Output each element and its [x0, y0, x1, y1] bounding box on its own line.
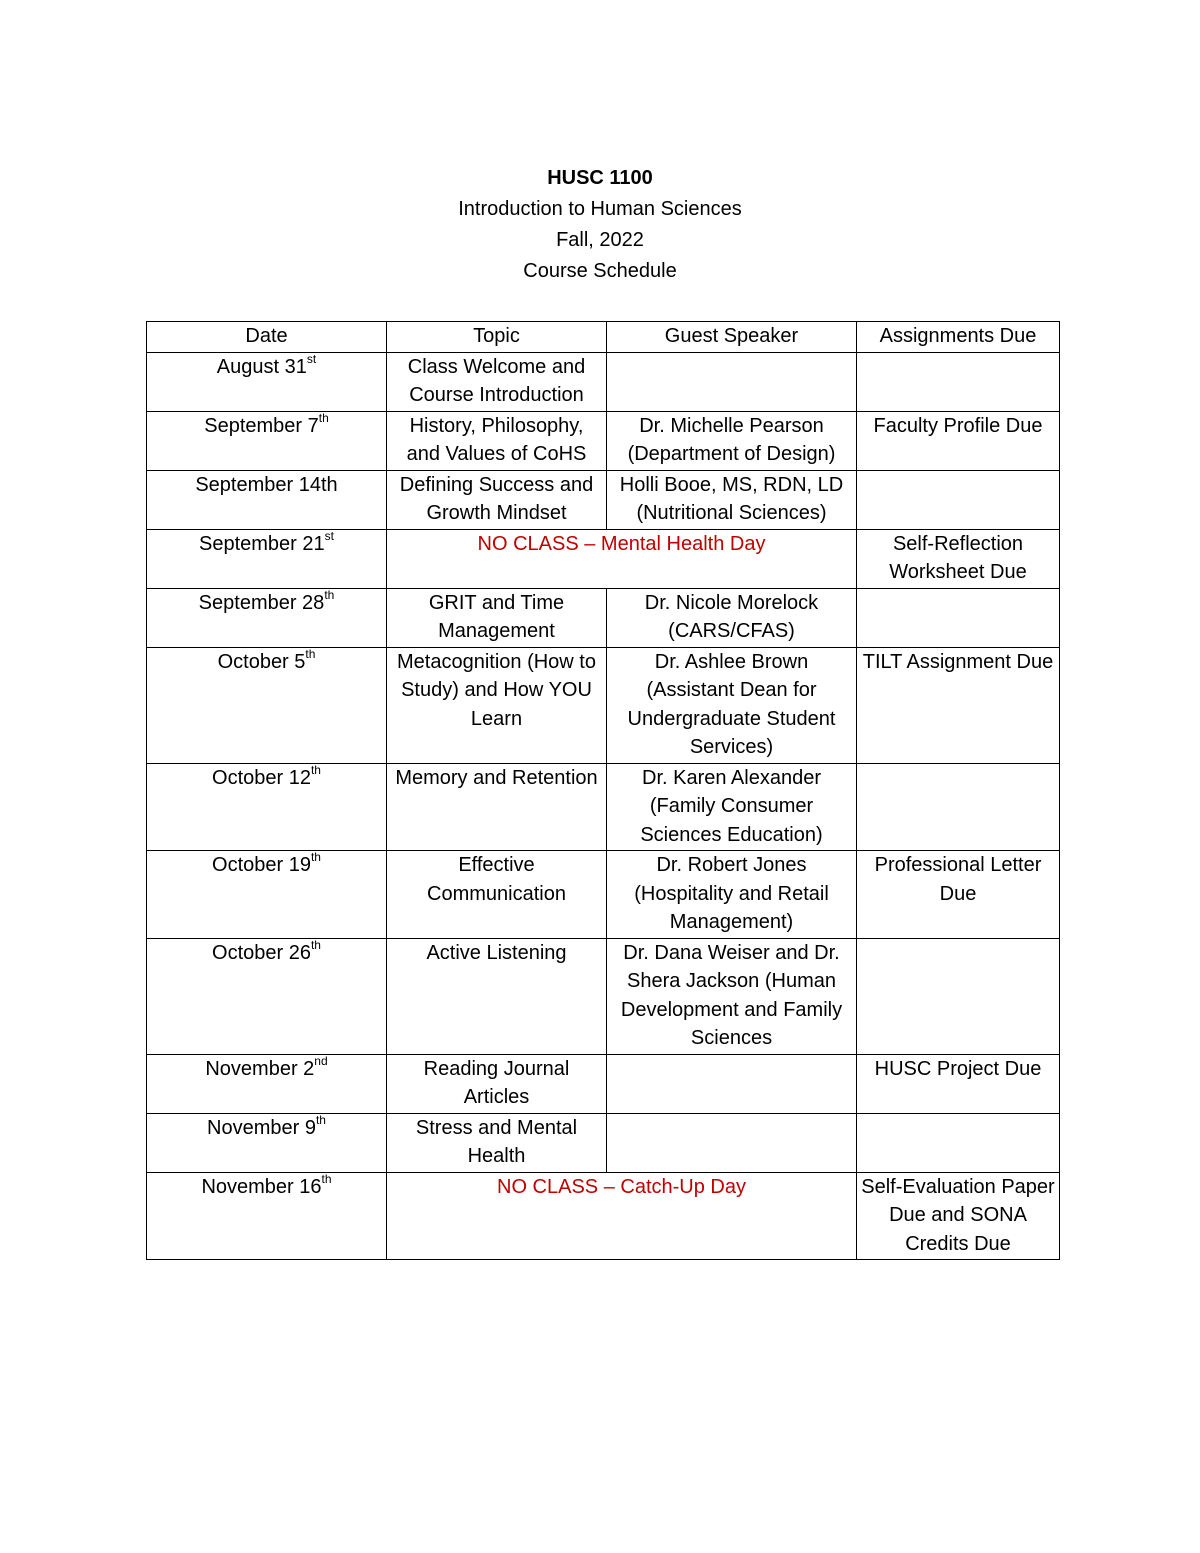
table-row: [147, 470, 1060, 529]
due-cell: TILT Assignment Due: [857, 647, 1060, 763]
date-cell: [147, 1113, 387, 1172]
topic-cell: Stress and Mental Health: [387, 1113, 607, 1172]
table-row: [147, 851, 1060, 939]
speaker-cell: Dr. Dana Weiser and Dr. Shera Jackson (Human Development and Family Sciences: [607, 938, 857, 1054]
schedule-table: [146, 321, 1060, 1260]
date-suffix: nd: [314, 1054, 328, 1068]
table-row: [147, 647, 1060, 763]
date-text: October 26: [212, 941, 311, 964]
date-text: September 28: [198, 591, 325, 614]
due-cell: [857, 470, 1060, 529]
date-cell: [147, 1054, 387, 1113]
due-cell: HUSC Project Due: [857, 1054, 1060, 1113]
speaker-cell: Dr. Karen Alexander (Family Consumer Sciences Education): [607, 763, 857, 851]
due-cell: [857, 588, 1060, 647]
date-text: November 9: [207, 1116, 316, 1139]
date-cell: [147, 529, 387, 588]
date-suffix: th: [310, 850, 321, 865]
term: Fall, 2022: [556, 229, 644, 251]
date-suffix: st: [306, 352, 317, 366]
date-cell: [147, 411, 387, 470]
speaker-cell: [607, 1054, 857, 1113]
date-suffix: th: [310, 938, 321, 952]
topic-cell: Defining Success and Growth Mindset: [387, 470, 607, 529]
speaker-cell: Dr. Michelle Pearson (Department of Design): [607, 411, 857, 470]
table-row: [147, 1054, 1060, 1113]
date-cell: [147, 851, 387, 939]
no-class-notice: NO CLASS – Catch-Up Day: [387, 1172, 857, 1260]
date-cell: [147, 938, 387, 1054]
due-cell: Faculty Profile Due: [857, 411, 1060, 470]
date-text: October 19: [212, 854, 311, 876]
table-row: [147, 352, 1060, 411]
speaker-cell: Holli Booe, MS, RDN, LD (Nutritional Sciences): [607, 470, 857, 529]
column-header-topic: Topic: [387, 322, 607, 353]
date-suffix: th: [305, 647, 316, 661]
date-suffix: th: [318, 411, 329, 425]
date-cell: [147, 352, 387, 411]
document-header: [0, 163, 1200, 287]
table-row: [147, 938, 1060, 1054]
date-cell: [147, 763, 387, 851]
course-code: HUSC 1100: [547, 167, 653, 189]
date-suffix: st: [324, 529, 334, 543]
course-title: Introduction to Human Sciences: [458, 198, 742, 220]
table-header-row: [147, 322, 1060, 353]
due-cell: Self-Evaluation Paper Due and SONA Credits Due: [857, 1172, 1060, 1260]
date-cell: [147, 1172, 387, 1260]
date-text: September 14th: [195, 473, 338, 496]
topic-cell: Effective Communication: [387, 851, 607, 939]
topic-cell: Memory and Retention: [387, 763, 607, 851]
due-cell: Self-Reflection Worksheet Due: [857, 529, 1060, 588]
due-cell: [857, 352, 1060, 411]
date-suffix: th: [324, 588, 335, 602]
speaker-cell: Dr. Ashlee Brown (Assistant Dean for Undergraduate Student Services): [607, 647, 857, 763]
table-row: [147, 763, 1060, 851]
table-row: [147, 1113, 1060, 1172]
speaker-cell: [607, 1113, 857, 1172]
date-text: October 12: [212, 766, 311, 789]
date-cell: [147, 588, 387, 647]
speaker-cell: Dr. Robert Jones (Hospitality and Retail Management): [607, 851, 857, 939]
speaker-cell: Dr. Nicole Morelock (CARS/CFAS): [607, 588, 857, 647]
column-header-date: Date: [147, 322, 387, 353]
column-header-assignments-due: Assignments Due: [857, 322, 1060, 353]
topic-cell: Reading Journal Articles: [387, 1054, 607, 1113]
speaker-cell: [607, 352, 857, 411]
topic-cell: Class Welcome and Course Introduction: [387, 352, 607, 411]
document-title: Course Schedule: [523, 260, 677, 282]
due-cell: [857, 763, 1060, 851]
topic-cell: Active Listening: [387, 938, 607, 1054]
table-row: [147, 588, 1060, 647]
date-text: September 7: [204, 414, 319, 437]
date-suffix: th: [310, 763, 321, 777]
column-header-guest-speaker: Guest Speaker: [607, 322, 857, 353]
date-text: October 5: [217, 650, 306, 673]
date-text: November 2: [205, 1057, 315, 1080]
due-cell: Professional Letter Due: [857, 851, 1060, 939]
date-cell: [147, 647, 387, 763]
topic-cell: Metacognition (How to Study) and How YOU Learn: [387, 647, 607, 763]
date-suffix: th: [321, 1172, 332, 1186]
date-text: November 16: [201, 1175, 322, 1198]
topic-cell: History, Philosophy, and Values of CoHS: [387, 411, 607, 470]
table-row: [147, 411, 1060, 470]
table-row: [147, 529, 1060, 588]
topic-cell: GRIT and Time Management: [387, 588, 607, 647]
date-cell: [147, 470, 387, 529]
date-text: August 31: [216, 355, 307, 378]
table-row: [147, 1172, 1060, 1260]
date-suffix: th: [315, 1113, 326, 1127]
due-cell: [857, 1113, 1060, 1172]
date-text: September 21: [199, 532, 325, 555]
due-cell: [857, 938, 1060, 1054]
no-class-notice: NO CLASS – Mental Health Day: [387, 529, 857, 588]
